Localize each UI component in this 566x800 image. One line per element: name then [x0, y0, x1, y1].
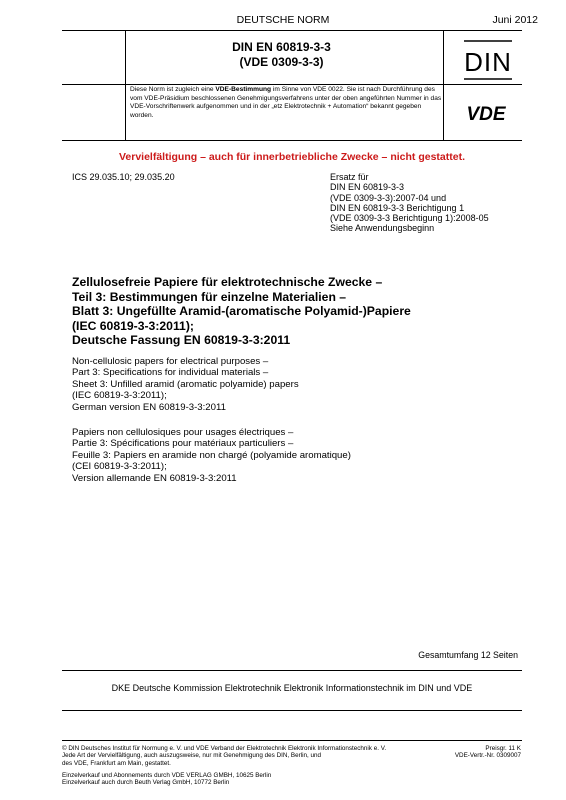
english-title-line: (IEC 60819-3-3:2011); — [72, 390, 167, 402]
french-title-line: Feuille 3: Papiers en aramide non chargé (polyamide aromatique) — [72, 449, 351, 461]
french-title-line: Papiers non cellulosiques pour usages électriques – — [72, 427, 294, 438]
din-logo — [462, 40, 514, 80]
notice-text: im Sinne von VDE 0022. Sie ist nach Durchführung des vom VDE-Präsidium beschlossenen Genehmigungsverfahrens unter der oben angeführten Nummer in das VDE-Vorschriftenwerk aufgenommen und in der „etz Elektrotechnik + Automation“ bekannt gegeben worden. — [130, 86, 442, 119]
vde-logo-text: VDE — [466, 104, 506, 122]
german-title-line: Teil 3: Bestimmungen für einzelne Materialien – — [72, 289, 347, 304]
german-title — [72, 275, 522, 348]
notice-prefix: Diese Norm ist zugleich eine — [130, 86, 216, 93]
english-title-line: German version EN 60819-3-3:2011 — [72, 401, 226, 413]
divider-right — [443, 30, 444, 140]
divider-dke-top — [62, 670, 522, 671]
english-title-line: Non-cellulosic papers for electrical purposes – — [72, 356, 269, 367]
price-line: VDE-Vertr.-Nr. 0309007 — [454, 752, 521, 760]
english-title-line: Sheet 3: Unfilled aramid (aromatic polyamide) papers — [72, 378, 299, 390]
french-title — [72, 427, 522, 484]
sales-line: Einzelverkauf auch durch Beuth Verlag GmbH, 10772 Berlin — [62, 779, 230, 787]
dke-commission: DKE Deutsche Kommission Elektrotechnik Elektronik Informationstechnik im DIN und VDE — [111, 683, 473, 693]
copyright-line: Jede Art der Vervielfältigung, auch auszugsweise, nur mit Genehmigung des DIN, Berlin, und — [62, 752, 322, 760]
english-title-line: Part 3: Specifications for individual materials – — [72, 367, 269, 379]
divider-dke-bottom — [62, 710, 522, 711]
total-pages: Gesamtumfang 12 Seiten — [418, 650, 518, 660]
replaces-line: (VDE 0309-3-3):2007-04 und — [330, 192, 447, 203]
german-title-line: Zellulosefreie Papiere für elektrotechnische Zwecke – — [72, 275, 383, 289]
divider-title-bottom — [62, 84, 522, 85]
english-title — [72, 356, 522, 413]
german-title-line: Deutsche Fassung EN 60819-3-3:2011 — [72, 333, 291, 348]
german-title-line: (IEC 60819-3-3:2011); — [72, 318, 194, 333]
notice-bold: VDE-Bestimmung — [215, 86, 272, 93]
sales-info — [62, 772, 271, 787]
german-title-line: Blatt 3: Ungefüllte Aramid-(aromatische Polyamid-)Papiere — [72, 304, 411, 319]
price-group — [455, 745, 521, 760]
replaces-line: DIN EN 60819-3-3 — [330, 182, 405, 193]
vde-number: (VDE 0309-3-3) — [239, 55, 324, 69]
copyright-notice — [62, 745, 447, 767]
french-title-line: Partie 3: Spécifications pour matériaux particuliers – — [72, 438, 294, 450]
document-type-label: DEUTSCHE NORM — [236, 14, 330, 26]
replaces-line: Ersatz für — [330, 172, 369, 182]
vde-logo — [455, 104, 517, 122]
standard-number: DIN EN 60819-3-3 — [232, 40, 331, 54]
divider-footer — [62, 740, 522, 741]
divider-top — [62, 30, 522, 31]
divider-notice-bottom — [62, 140, 522, 141]
copyright-line: des VDE, Frankfurt am Main, gestattet. — [62, 759, 171, 767]
din-logo-text: DIN — [464, 47, 512, 77]
replaces-block — [330, 172, 489, 234]
french-title-line: Version allemande EN 60819-3-3:2011 — [72, 472, 237, 484]
replaces-line: (VDE 0309-3-3 Berichtigung 1):2008-05 — [330, 213, 489, 224]
french-title-line: (CEI 60819-3-3:2011); — [72, 461, 167, 473]
replaces-line: DIN EN 60819-3-3 Berichtigung 1 — [330, 202, 465, 213]
price-line: Preisgr. 11 K — [485, 745, 521, 752]
publication-date: Juni 2012 — [492, 14, 538, 26]
sales-line: Einzelverkauf und Abonnements durch VDE VERLAG GMBH, 10625 Berlin — [62, 772, 272, 779]
copyright-line: © DIN Deutsches Institut für Normung e. V. und VDE Verband der Elektrotechnik Elektronik Informationstechnik e. V. — [62, 745, 387, 752]
standard-number-block — [125, 40, 438, 70]
ics-codes: ICS 29.035.10; 29.035.20 — [72, 172, 175, 182]
vde-notice — [130, 86, 442, 120]
replaces-line: Siehe Anwendungsbeginn — [330, 223, 435, 234]
reproduction-notice: Vervielfältigung – auch für innerbetriebliche Zwecke – nicht gestattet. — [118, 151, 465, 163]
